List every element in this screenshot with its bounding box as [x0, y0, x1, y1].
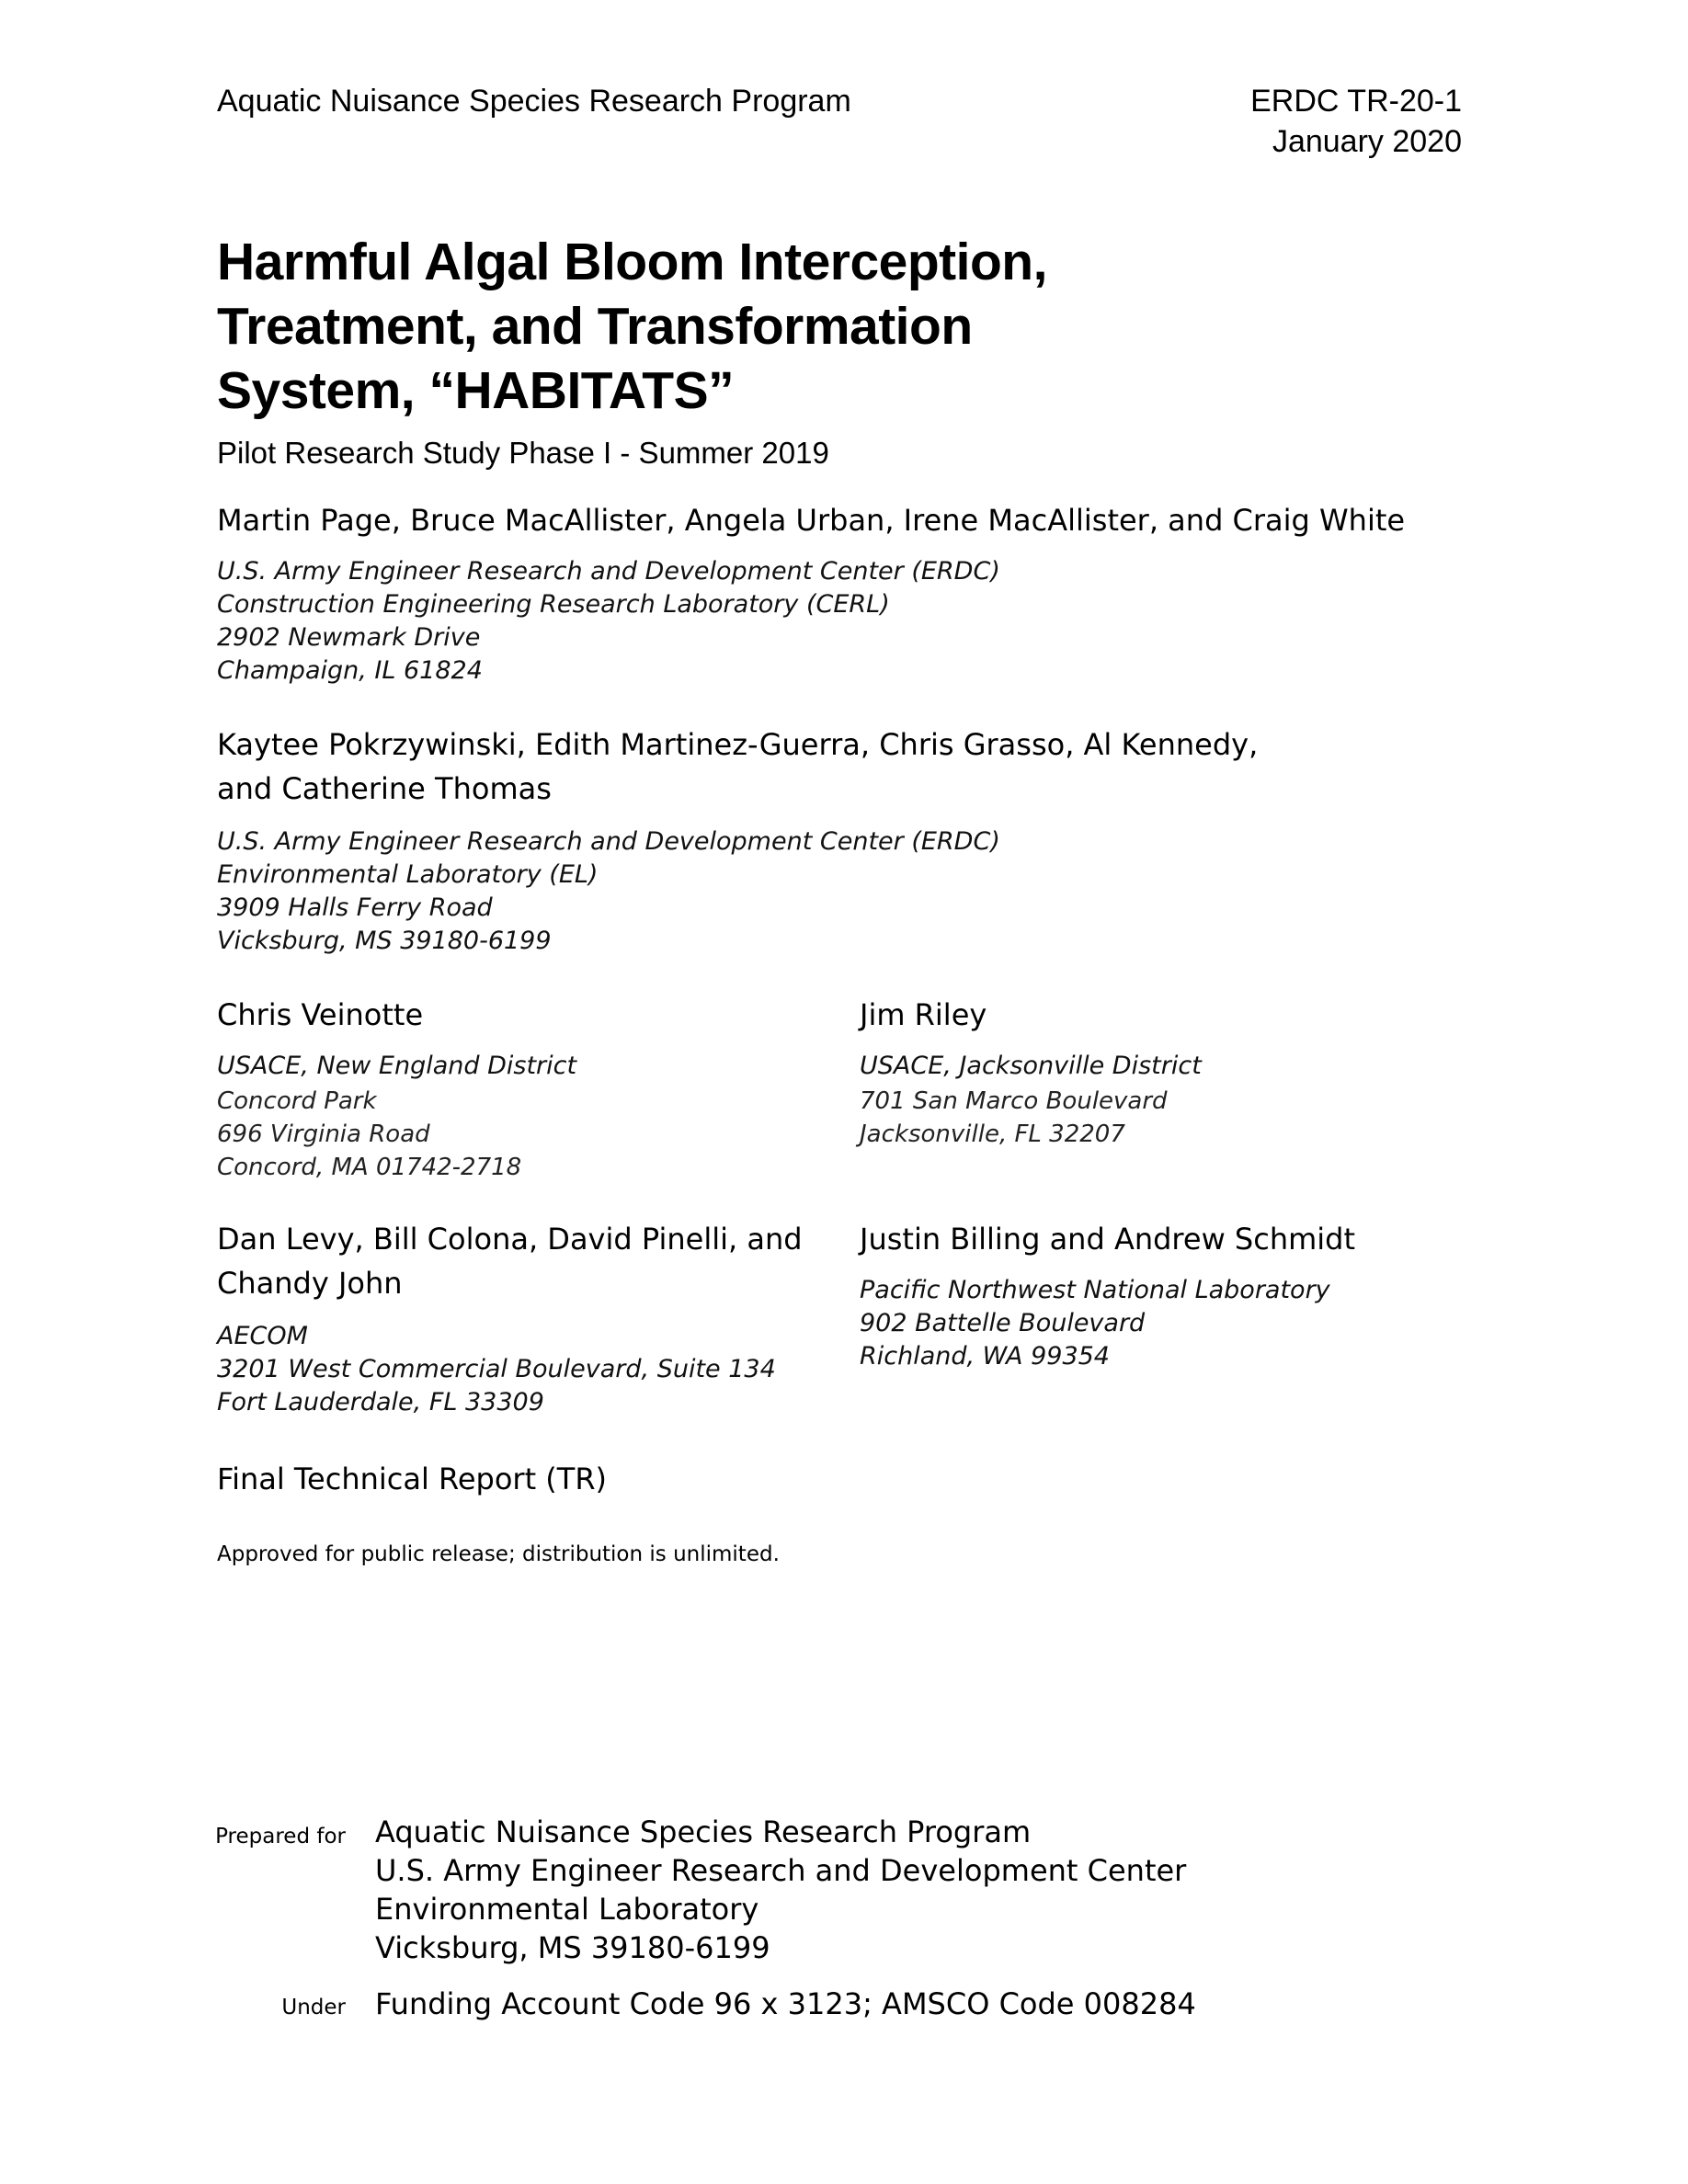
release-statement: Approved for public release; distribution is unlimited.: [217, 1542, 780, 1566]
author-address: [217, 1085, 521, 1184]
address-line: Fort Lauderdale, FL 33309: [217, 1388, 544, 1416]
title-line: Harmful Algal Bloom Interception,: [217, 233, 1047, 291]
under-label: Under: [281, 1996, 346, 2019]
author-line: Dan Levy, Bill Colona, David Pinelli, and: [217, 1222, 803, 1257]
address-line: U.S. Army Engineer Research and Development Center (ERDC): [217, 827, 1000, 856]
prepared-for-label: Prepared for: [215, 1825, 346, 1848]
address-line: 3201 West Commercial Boulevard, Suite 134: [217, 1355, 776, 1383]
address-line: Construction Engineering Research Laboratory (CERL): [217, 590, 890, 619]
document-title: [217, 230, 1412, 423]
address-line: Richland, WA 99354: [860, 1342, 1110, 1371]
program-name: Aquatic Nuisance Species Research Program: [217, 84, 851, 119]
address-line: Jacksonville, FL 32207: [860, 1120, 1125, 1148]
title-line: System, “HABITATS”: [217, 361, 735, 420]
address-line: 701 San Marco Boulevard: [860, 1087, 1168, 1115]
title-line: Treatment, and Transformation: [217, 297, 973, 356]
address-line: 2902 Newmark Drive: [217, 623, 481, 652]
author-line: Justin Billing and Andrew Schmidt: [860, 1222, 1356, 1257]
author-line: Kaytee Pokrzywinski, Edith Martinez-Guerra, Chris Grasso, Al Kennedy,: [217, 727, 1259, 762]
report-date: January 2020: [1272, 124, 1462, 159]
author-address: [217, 825, 1000, 958]
address-line: Champaign, IL 61824: [217, 656, 483, 685]
author-names: [217, 1217, 803, 1305]
address-line: U.S. Army Engineer Research and Development Center (ERDC): [217, 557, 1000, 586]
author-organization: USACE, Jacksonville District: [860, 1052, 1202, 1080]
author-line: Chris Veinotte: [217, 997, 424, 1032]
document-subtitle: Pilot Research Study Phase I - Summer 2019: [217, 436, 829, 470]
author-names: [860, 1217, 1355, 1261]
recipient-line: U.S. Army Engineer Research and Development Center: [375, 1853, 1187, 1888]
author-organization: USACE, New England District: [217, 1052, 577, 1080]
address-line: 696 Virginia Road: [217, 1120, 430, 1148]
address-line: Environmental Laboratory (EL): [217, 860, 599, 889]
author-line: and Catherine Thomas: [217, 771, 552, 806]
report-type: Final Technical Report (TR): [217, 1462, 608, 1496]
author-names: [217, 722, 1258, 811]
author-names: [217, 993, 423, 1037]
author-line: Chandy John: [217, 1266, 403, 1301]
prepared-for-recipient: [375, 1813, 1186, 1967]
author-address: [217, 555, 1000, 688]
address-line: Pacific Northwest National Laboratory: [860, 1276, 1330, 1304]
recipient-line: Vicksburg, MS 39180-6199: [375, 1930, 770, 1965]
author-address: [217, 1320, 776, 1419]
report-number: ERDC TR-20-1: [1250, 84, 1462, 119]
recipient-line: Aquatic Nuisance Species Research Program: [375, 1814, 1032, 1849]
author-line: Martin Page, Bruce MacAllister, Angela Urban, Irene MacAllister, and Craig White: [217, 503, 1406, 538]
address-line: Vicksburg, MS 39180-6199: [217, 927, 552, 955]
author-address: [860, 1085, 1168, 1151]
author-names: [217, 498, 1405, 542]
address-line: Concord, MA 01742-2718: [217, 1154, 522, 1181]
address-line: Concord Park: [217, 1087, 377, 1115]
author-line: Jim Riley: [860, 997, 987, 1032]
address-line: 902 Battelle Boulevard: [860, 1309, 1146, 1337]
address-line: AECOM: [217, 1322, 308, 1350]
funding-code: Funding Account Code 96 x 3123; AMSCO Code 008284: [375, 1986, 1196, 2021]
report-meta: [1250, 81, 1462, 162]
recipient-line: Environmental Laboratory: [375, 1892, 759, 1927]
author-names: [860, 993, 987, 1037]
address-line: 3909 Halls Ferry Road: [217, 893, 493, 922]
author-address: [860, 1274, 1330, 1373]
